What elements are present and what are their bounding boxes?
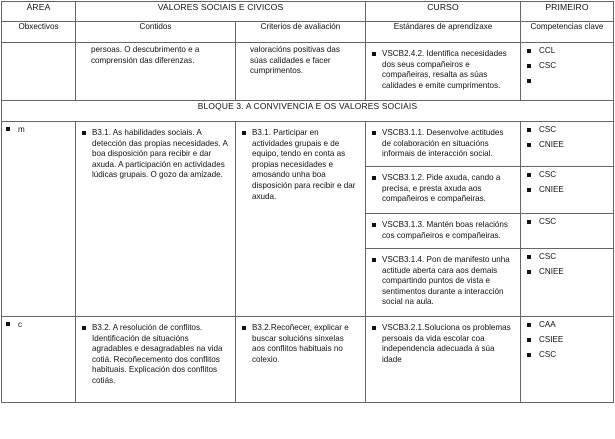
bullet-icon (82, 326, 86, 330)
bullet-icon (527, 255, 531, 259)
standard-item: VSCB3.1.1. Desenvolve actitudes de colaboración en situacións informais de interacción social. (366, 122, 520, 164)
continuation-objective (2, 43, 76, 101)
competence-item: CSIEE (527, 335, 609, 350)
bullet-icon (527, 173, 531, 177)
standard-cell (366, 249, 521, 317)
competence-list (521, 167, 613, 202)
competence-item: CSC (527, 217, 609, 232)
objective-cell (2, 317, 76, 403)
standard-cell (366, 167, 521, 214)
subject-title: VALORES SOCIAIS E CIVICOS (76, 2, 366, 22)
bullet-icon (527, 143, 531, 147)
content-item: B3.1. As habilidades sociais. A detección das propias necesidades. A boa disposición para recibir e dar axuda. A participación en actividades lúdicas grupais. O gozo da amizade. (76, 122, 235, 185)
competence-list (521, 317, 613, 367)
curriculum-table (1, 1, 614, 403)
col-competences: Competencias clave (521, 22, 614, 43)
col-standards: Estándares de aprendizaxe (366, 22, 521, 43)
bullet-icon (372, 258, 376, 262)
competence-item: CNIEE (527, 140, 609, 155)
standard-item: VSCB3.1.3. Mantén boas relacións cos compañeiros e compañeiras. (366, 214, 520, 245)
continuation-standard (366, 43, 521, 101)
bullet-icon (6, 127, 10, 131)
competence-list (521, 43, 613, 93)
criterion-cell (236, 122, 366, 317)
objective-item: c (2, 317, 75, 333)
bullet-icon (82, 131, 86, 135)
objective-item: m (2, 122, 75, 138)
col-objectives: Obxectivos (2, 22, 76, 43)
competence-cell (521, 317, 614, 403)
continuation-criterion (236, 43, 366, 101)
competence-list (521, 122, 613, 157)
bullet-icon (527, 353, 531, 357)
block-row-c (2, 317, 614, 403)
content-cell (76, 122, 236, 317)
col-criteria: Criterios de avaliación (236, 22, 366, 43)
block-title: BLOQUE 3. A CONVIVENCIA E OS VALORES SOCIAIS (2, 101, 614, 122)
standard-cell (366, 122, 521, 167)
course-value: PRIMEIRO (521, 2, 614, 22)
bullet-icon (527, 188, 531, 192)
block-row-m (2, 122, 614, 167)
competence-item: CSC (527, 125, 609, 140)
content-item: B3.2. A resolución de conflitos. Identificación de situacións agradables e desagradables na vida cotiá. Recoñecemento dos conflitos habituais. Explicación dos conflitos cotiás. (76, 317, 235, 391)
standard-cell (366, 317, 521, 403)
bullet-icon (372, 326, 376, 330)
standard-cell (366, 214, 521, 249)
competence-item: CSC (527, 350, 609, 365)
content-cell (76, 317, 236, 403)
continuation-content (76, 43, 236, 101)
col-contents: Contidos (76, 22, 236, 43)
criterion-item: B3.2.Recoñecer, explicar e buscar solucións sinxelas aos conflitos habituais no colexio. (236, 317, 365, 369)
bullet-icon (372, 176, 376, 180)
bullet-icon (527, 64, 531, 68)
bullet-icon (527, 323, 531, 327)
competence-cell (521, 249, 614, 317)
competence-item: CCL (527, 46, 609, 61)
criterion-item: B3.1. Participar en actividades grupais e de equipo, tendo en conta as propias necesidades e amosando unha boa disposición para recibir e dar axuda. (236, 122, 365, 206)
competence-item: CSC (527, 61, 609, 76)
competence-cell (521, 167, 614, 214)
competence-item: CSC (527, 252, 609, 267)
column-header-row (2, 22, 614, 43)
standard-item: VSCB3.1.2. Pide axuda, cando a precisa, e presta axuda aos compañeiros e compañeiras. (366, 167, 520, 209)
bullet-icon (527, 270, 531, 274)
bullet-icon (242, 131, 246, 135)
bullet-icon (242, 326, 246, 330)
bullet-icon (372, 131, 376, 135)
competence-cell (521, 122, 614, 167)
bullet-icon (527, 338, 531, 342)
standard-item: VSCB3.2.1.Soluciona os problemas persoais da vida escolar coa independencia adecuada á súa idade (366, 317, 520, 369)
block-title-row (2, 101, 614, 122)
continuation-criterion-text: valoracións positivas das súas calidades e facer cumprimentos. (250, 45, 340, 76)
standard-item: VSCB3.1.4. Pon de manifesto unha actitude aberta cara aos demais compartindo puntos de vista e sentimentos durante a interacción social na aula. (366, 249, 520, 312)
bullet-icon (527, 49, 531, 53)
competence-list (521, 249, 613, 284)
bullet-icon (527, 128, 531, 132)
continuation-row (2, 43, 614, 101)
bullet-icon (527, 220, 531, 224)
standard-item (366, 43, 520, 95)
standard-text: VSCB2.4.2. Identifica necesidades dos seus compañeiros e compañeiras, resalta as súas calidades e emite cumprimentos. (382, 49, 507, 90)
header-row (2, 2, 614, 22)
area-label: ÁREA (2, 2, 76, 22)
competence-item (527, 76, 609, 91)
bullet-icon (372, 223, 376, 227)
competence-item: CNIEE (527, 185, 609, 200)
course-label: CURSO (366, 2, 521, 22)
bullet-icon (372, 52, 376, 56)
continuation-content-text: persoas. O descubrimento e a comprensión das diferenzas. (91, 45, 200, 65)
bullet-icon (6, 322, 10, 326)
competence-item: CAA (527, 320, 609, 335)
continuation-competences (521, 43, 614, 101)
competence-item: CNIEE (527, 267, 609, 282)
bullet-icon (527, 79, 531, 83)
competence-cell (521, 214, 614, 249)
competence-list (521, 214, 613, 234)
objective-cell (2, 122, 76, 317)
criterion-cell (236, 317, 366, 403)
competence-item: CSC (527, 170, 609, 185)
